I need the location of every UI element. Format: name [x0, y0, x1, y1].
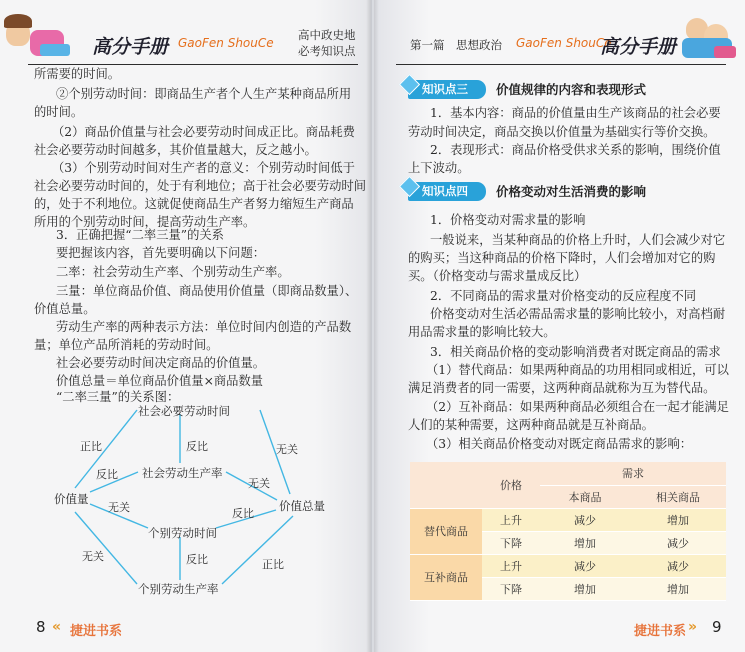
- relation-label: 正比: [80, 440, 102, 453]
- table-row: [410, 554, 726, 577]
- node-social-labor-productivity: 社会劳动生产率: [142, 466, 223, 480]
- page-number: 9: [712, 618, 722, 636]
- relation-label: 无关: [248, 477, 270, 490]
- text-line: 买。（价格变动与需求量成反比）: [408, 269, 587, 283]
- text-line: （2）互补商品：如果两种商品必须组合在一起才能满足: [426, 400, 729, 414]
- table-cell: 增加: [540, 577, 630, 600]
- text-line: 3．正确把握“二率三量”的关系: [56, 228, 224, 242]
- text-line: 的时间。: [34, 105, 84, 119]
- relation-label: 无关: [108, 501, 130, 514]
- relation-label: 无关: [82, 550, 104, 563]
- text-line: 的购买；当这种商品的价格下降时，人们会增加对它的购: [408, 251, 716, 265]
- table-cell: 增加: [630, 508, 726, 531]
- kid-hair-icon: [4, 14, 32, 28]
- table-cell: 上升: [482, 508, 540, 531]
- double-chevron-right-icon: »: [688, 619, 698, 635]
- text-line: 用品需求量的影响比较大。: [408, 325, 556, 339]
- text-line: 量；单位产品所消耗的劳动时间。: [34, 338, 219, 352]
- book-icon: [40, 44, 70, 56]
- right-page: [374, 0, 745, 652]
- diagram-connectors: [75, 410, 293, 584]
- node-value-amount: 价值量: [54, 492, 89, 506]
- brand-title: 高分手册: [92, 36, 169, 58]
- knowledge-point-tag: 知识点四: [408, 182, 486, 201]
- text-line: 上下波动。: [408, 161, 470, 175]
- node-individual-labor-time: 个别劳动时间: [148, 526, 217, 540]
- text-line: 3．相关商品价格的变动影响消费者对既定商品的需求: [430, 345, 721, 359]
- text-line: 价值总量。: [34, 302, 96, 316]
- table-header-cell: 本商品: [540, 485, 630, 508]
- text-line: 要把握该内容，首先要明确以下问题：: [56, 246, 266, 260]
- page-number: 8: [36, 618, 46, 636]
- relation-label: 反比: [96, 468, 118, 481]
- text-line: （2）商品价值量与社会必要劳动时间成正比。商品耗费: [52, 125, 355, 139]
- subject-subtitle: 必考知识点: [298, 44, 356, 58]
- text-line: 所用的个别劳动时间，提高劳动生产率。: [34, 215, 256, 229]
- table-cell: 减少: [540, 508, 630, 531]
- series-name: 捷进书系: [634, 624, 687, 639]
- brand-subtitle: GaoFen ShouCe: [516, 36, 612, 50]
- table-header-cell: 价格: [482, 462, 540, 508]
- relation-label: 反比: [186, 440, 208, 453]
- node-individual-labor-productivity: 个别劳动生产率: [138, 582, 219, 596]
- book-icon: [714, 46, 736, 58]
- table-group-cell: 互补商品: [410, 554, 482, 600]
- knowledge-point-tag: 知识点三: [408, 80, 486, 99]
- knowledge-point-title: 价格变动对生活消费的影响: [496, 184, 647, 199]
- table-cell: 增加: [540, 531, 630, 554]
- text-line: 1．基本内容：商品的价值量由生产该商品的社会必要: [430, 106, 721, 120]
- text-line: 2．表现形式：商品价格受供求关系的影响，围绕价值: [430, 143, 721, 157]
- text-line: （3）相关商品价格变动对既定商品需求的影响：: [426, 437, 693, 451]
- text-line: 所需要的时间。: [34, 67, 121, 81]
- text-line: 2．不同商品的需求量对价格变动的反应程度不同: [430, 289, 697, 303]
- knowledge-point-title: 价值规律的内容和表现形式: [496, 82, 647, 97]
- node-social-necessary-time: 社会必要劳动时间: [138, 404, 230, 418]
- relation-label: 反比: [186, 553, 208, 566]
- text-line: 二率：社会劳动生产率、个别劳动生产率。: [56, 265, 290, 279]
- text-line: “二率三量”的关系图：: [56, 390, 180, 404]
- page-gutter-shadow: [374, 0, 379, 652]
- double-chevron-left-icon: «: [52, 619, 62, 635]
- table-header-cell: 需求: [540, 462, 726, 485]
- table-cell: 上升: [482, 554, 540, 577]
- table-cell: 减少: [630, 554, 726, 577]
- table-header-cell: [410, 462, 482, 508]
- text-line: 一般说来，当某种商品的价格上升时，人们会减少对它: [430, 233, 726, 247]
- table-cell: 下降: [482, 577, 540, 600]
- text-line: 社会必要劳动时间决定商品的价值量。: [56, 356, 266, 370]
- table-cell: 增加: [630, 577, 726, 600]
- left-page: [0, 0, 372, 652]
- text-line: 社会必要劳动时间越多，其价值量越大，反之越小。: [34, 143, 317, 157]
- text-line: 1．价格变动对需求量的影响: [430, 213, 586, 227]
- table-group-cell: 替代商品: [410, 508, 482, 554]
- text-line: 满足消费者的同一需要，这两种商品就称为互为替代品。: [408, 381, 716, 395]
- table-header-cell: 相关商品: [630, 485, 726, 508]
- brand-title: 高分手册: [600, 36, 677, 58]
- table-cell: 减少: [540, 554, 630, 577]
- text-line: （1）替代商品：如果两种商品的功用相同或相近，可以: [426, 363, 729, 377]
- table-header-row: [410, 462, 726, 485]
- table-cell: 减少: [630, 531, 726, 554]
- demand-impact-table: [410, 462, 726, 601]
- relation-label: 无关: [276, 443, 298, 456]
- text-line: （3）个别劳动时间对生产者的意义：个别劳动时间低于: [52, 161, 355, 175]
- node-total-value: 价值总量: [279, 499, 325, 513]
- text-line: 劳动时间决定，商品交换以价值量为基础实行等价交换。: [408, 125, 716, 139]
- text-line: 价值总量＝单位商品价值量×商品数量: [56, 374, 264, 388]
- brand-subtitle: GaoFen ShouCe: [178, 36, 274, 50]
- text-line: 社会必要劳动时间的，处于有利地位；高于社会必要劳动时间: [34, 179, 367, 193]
- relation-label: 正比: [262, 558, 284, 571]
- relation-label: 反比: [232, 507, 254, 520]
- section-title: 第一篇 思想政治: [410, 38, 502, 52]
- text-line: ②个别劳动时间：即商品生产者个人生产某种商品所用: [56, 87, 352, 101]
- header-rule: [396, 64, 726, 65]
- text-line: 价格变动对生活必需品需求量的影响比较小，对高档耐: [430, 307, 726, 321]
- text-line: 人们的某种需要，这两种商品就是互补商品。: [408, 418, 654, 432]
- series-name: 捷进书系: [70, 624, 123, 639]
- text-line: 三量：单位商品价值、商品使用价值量（即商品数量）、: [56, 284, 358, 298]
- table-cell: 下降: [482, 531, 540, 554]
- table-row: [410, 508, 726, 531]
- text-line: 的，处于不利地位。这就促使商品生产者努力缩短生产商品: [34, 197, 354, 211]
- subject-title: 高中政史地: [298, 28, 356, 42]
- text-line: 劳动生产率的两种表示方法：单位时间内创造的产品数: [56, 320, 352, 334]
